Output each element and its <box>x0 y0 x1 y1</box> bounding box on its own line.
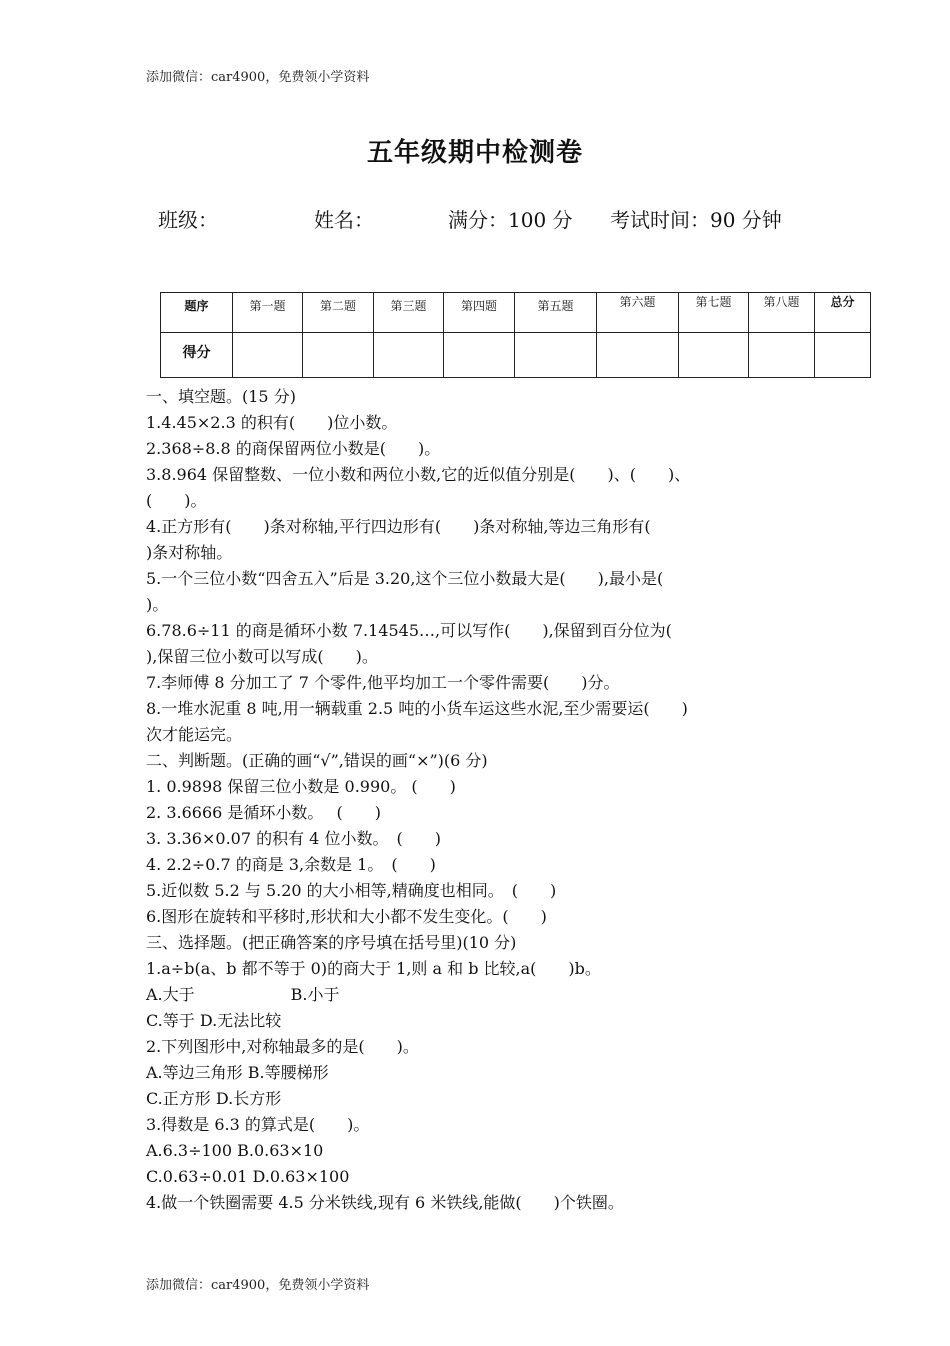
score-table-score-row <box>161 333 871 378</box>
text-line: 4.做一个铁圈需要 4.5 分米铁线,现有 6 米铁线,能做( )个铁圈。 <box>146 1193 624 1212</box>
full-score: 满分：100 分 <box>448 208 573 232</box>
text-line: 3.8.964 保留整数、一位小数和两位小数,它的近似值分别是( )、( )、 <box>146 465 691 484</box>
text-line: 2.下列图形中,对称轴最多的是( )。 <box>146 1037 419 1056</box>
text-line: 三、选择题。(把正确答案的序号填在括号里)(10 分) <box>146 933 517 952</box>
score-row-label: 得分 <box>161 333 233 378</box>
text-line: A.6.3÷100 B.0.63×10 <box>146 1141 324 1160</box>
header-cell: 第四题 <box>444 293 515 333</box>
header-cell: 总分 <box>815 293 871 333</box>
text-line: )。 <box>146 595 169 614</box>
header-note: 添加微信：car4900，免费领小学资料 <box>146 70 370 85</box>
header-cell: 题序 <box>161 293 233 333</box>
text-line: 8.一堆水泥重 8 吨,用一辆载重 2.5 吨的小货车运这些水泥,至少需要运( ) <box>146 699 688 718</box>
score-cell[interactable] <box>515 333 597 378</box>
text-line: 4. 2.2÷0.7 的商是 3,余数是 1。 ( ) <box>146 855 436 874</box>
text-line: )条对称轴。 <box>146 543 233 562</box>
header-cell: 第七题 <box>679 293 749 333</box>
text-line: 1. 0.9898 保留三位小数是 0.990。 ( ) <box>146 777 456 796</box>
header-cell: 第六题 <box>597 293 679 333</box>
exam-time: 考试时间：90 分钟 <box>610 208 782 232</box>
header-cell: 第五题 <box>515 293 597 333</box>
score-table <box>160 292 871 378</box>
text-line: ),保留三位小数可以写成( )。 <box>146 647 378 666</box>
text-line: 1.4.45×2.3 的积有( )位小数。 <box>146 413 398 432</box>
text-line: A.大于 B.小于 <box>146 985 340 1004</box>
score-cell[interactable] <box>233 333 303 378</box>
score-cell[interactable] <box>749 333 815 378</box>
name-label: 姓名： <box>314 208 374 232</box>
class-label: 班级： <box>158 208 218 232</box>
text-line: 二、判断题。(正确的画“√”,错误的画“×”)(6 分) <box>146 751 488 770</box>
page-title: 五年级期中检测卷 <box>366 138 583 168</box>
text-line: 5.近似数 5.2 与 5.20 的大小相等,精确度也相同。 ( ) <box>146 881 557 900</box>
footer-note: 添加微信：car4900，免费领小学资料 <box>146 1278 370 1293</box>
text-line: 7.李师傅 8 分加工了 7 个零件,他平均加工一个零件需要( )分。 <box>146 673 620 692</box>
text-line: 2.368÷8.8 的商保留两位小数是( )。 <box>146 439 441 458</box>
text-line: 6.78.6÷11 的商是循环小数 7.14545…,可以写作( ),保留到百分位为( <box>146 621 672 640</box>
text-line: 6.图形在旋转和平移时,形状和大小都不发生变化。( ) <box>146 907 547 926</box>
text-line: ( )。 <box>146 491 207 510</box>
header-cell: 第八题 <box>749 293 815 333</box>
text-line: 次才能运完。 <box>146 725 243 744</box>
header-cell: 第三题 <box>374 293 444 333</box>
text-line: 3.得数是 6.3 的算式是( )。 <box>146 1115 370 1134</box>
text-line: C.等于 D.无法比较 <box>146 1011 282 1030</box>
score-cell[interactable] <box>303 333 374 378</box>
score-cell[interactable] <box>444 333 515 378</box>
text-line: 3. 3.36×0.07 的积有 4 位小数。 ( ) <box>146 829 441 848</box>
text-line: 一、填空题。(15 分) <box>146 387 296 406</box>
text-line: A.等边三角形 B.等腰梯形 <box>146 1063 329 1082</box>
score-cell[interactable] <box>679 333 749 378</box>
question-body <box>146 384 826 1216</box>
text-line: 2. 3.6666 是循环小数。 ( ) <box>146 803 381 822</box>
score-cell[interactable] <box>374 333 444 378</box>
header-cell: 第一题 <box>233 293 303 333</box>
score-cell[interactable] <box>815 333 871 378</box>
score-table-header-row <box>161 293 871 333</box>
header-cell: 第二题 <box>303 293 374 333</box>
text-line: C.正方形 D.长方形 <box>146 1089 282 1108</box>
text-line: 5.一个三位小数“四舍五入”后是 3.20,这个三位小数最大是( ),最小是( <box>146 569 664 588</box>
text-line: 4.正方形有( )条对称轴,平行四边形有( )条对称轴,等边三角形有( <box>146 517 651 536</box>
text-line: C.0.63÷0.01 D.0.63×100 <box>146 1167 350 1186</box>
score-cell[interactable] <box>597 333 679 378</box>
text-line: 1.a÷b(a、b 都不等于 0)的商大于 1,则 a 和 b 比较,a( )b。 <box>146 959 601 978</box>
